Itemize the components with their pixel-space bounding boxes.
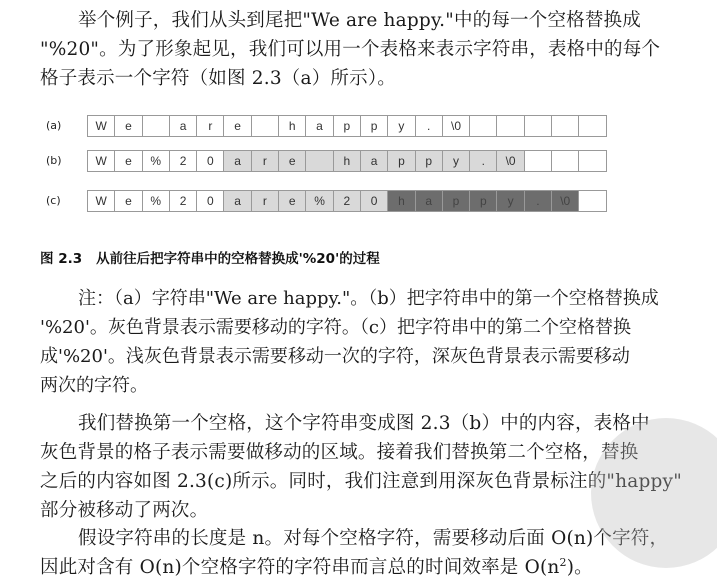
char-cell: r [252, 190, 279, 212]
char-cell: 2 [170, 150, 197, 172]
para2-line-3: 之后的内容如图 2.3(c)所示。同时，我们注意到用深灰色背景标注的"happy" [40, 471, 682, 492]
char-cell: r [197, 115, 224, 137]
para3-line-2-end: )。 [566, 557, 593, 578]
char-cell: 2 [170, 190, 197, 212]
figure-note [40, 284, 705, 400]
char-cell: p [361, 115, 388, 137]
intro-line-2: "%20"。为了形象起见，我们可以用一个表格来表示字符串，表格中的每个 [40, 39, 661, 60]
char-cell: \0 [443, 115, 470, 137]
char-cell: W [88, 190, 115, 212]
char-cell: . [416, 115, 443, 137]
row-label: (a) [46, 119, 62, 132]
char-cell: . [525, 190, 552, 212]
intro-line-3: 格子表示一个字符（如图 2.3（a）所示）。 [40, 68, 396, 89]
char-cell: % [306, 190, 333, 212]
third-paragraph [40, 524, 700, 582]
char-cell [143, 115, 170, 137]
char-cell [552, 115, 579, 137]
char-cell: a [224, 190, 251, 212]
char-cell: y [388, 115, 415, 137]
intro-line-1: 举个例子，我们从头到尾把"We are happy."中的每一个空格替换成 [78, 10, 641, 31]
char-cell: a [170, 115, 197, 137]
para2-line-2: 灰色背景的格子表示需要做移动的区域。接着我们替换第二个空格，替换 [40, 442, 639, 463]
string-row [87, 150, 607, 172]
char-cell: 0 [361, 190, 388, 212]
char-cell [579, 150, 606, 172]
char-cell: h [388, 190, 415, 212]
char-cell [306, 150, 333, 172]
para3-line-2-text: 因此对含有 O(n)个空格字符的字符串而言总的时间效率是 O(n [40, 557, 560, 578]
char-cell: % [143, 150, 170, 172]
char-cell: W [88, 115, 115, 137]
char-cell: p [388, 150, 415, 172]
char-cell: a [306, 115, 333, 137]
char-cell: e [279, 150, 306, 172]
char-cell: a [416, 190, 443, 212]
char-cell: e [279, 190, 306, 212]
char-cell: r [252, 150, 279, 172]
char-cell: \0 [552, 190, 579, 212]
char-cell: 0 [197, 190, 224, 212]
string-row [87, 115, 607, 137]
char-cell: e [115, 115, 142, 137]
para2-line-4: 部分被移动了两次。 [40, 500, 209, 521]
note-line-1: 注：（a）字符串"We are happy."。（b）把字符串中的第一个空格替换成 [78, 288, 659, 309]
char-cell: p [416, 150, 443, 172]
char-cell: 0 [197, 150, 224, 172]
note-line-2: '%20'。灰色背景表示需要移动的字符。（c）把字符串中的第二个空格替换 [40, 317, 631, 338]
char-cell: y [497, 190, 524, 212]
char-cell: h [334, 150, 361, 172]
row-label: (b) [46, 154, 62, 167]
char-cell: W [88, 150, 115, 172]
exponent: 2 [559, 555, 567, 569]
char-cell [552, 150, 579, 172]
para2-line-1: 我们替换第一个空格，这个字符串变成图 2.3（b）中的内容，表格中 [78, 413, 650, 434]
char-cell: p [443, 190, 470, 212]
char-cell: e [115, 190, 142, 212]
char-cell [525, 150, 552, 172]
char-cell: % [143, 190, 170, 212]
char-cell [525, 115, 552, 137]
note-line-3: 成'%20'。浅灰色背景表示需要移动一次的字符，深灰色背景表示需要移动 [40, 346, 630, 367]
char-cell: p [334, 115, 361, 137]
char-cell [579, 115, 606, 137]
caption-number: 图 2.3 [40, 251, 83, 267]
char-cell [579, 190, 606, 212]
char-cell: p [470, 190, 497, 212]
char-cell: 2 [334, 190, 361, 212]
char-cell: \0 [497, 150, 524, 172]
char-cell [252, 115, 279, 137]
note-line-4: 两次的字符。 [40, 375, 148, 396]
figure-caption [40, 247, 380, 267]
char-cell: h [279, 115, 306, 137]
char-cell: e [224, 115, 251, 137]
para3-line-2 [40, 553, 700, 582]
char-cell: a [361, 150, 388, 172]
char-cell: y [443, 150, 470, 172]
char-cell: e [115, 150, 142, 172]
char-cell [470, 115, 497, 137]
char-cell: . [470, 150, 497, 172]
caption-text: 从前往后把字符串中的空格替换成'%20'的过程 [96, 251, 380, 267]
intro-paragraph [40, 6, 700, 93]
string-row [87, 190, 607, 212]
char-cell: a [224, 150, 251, 172]
row-label: (c) [46, 194, 61, 207]
para3-line-1: 假设字符串的长度是 n。对每个空格字符，需要移动后面 O(n)个字符， [78, 528, 669, 549]
char-cell [497, 115, 524, 137]
